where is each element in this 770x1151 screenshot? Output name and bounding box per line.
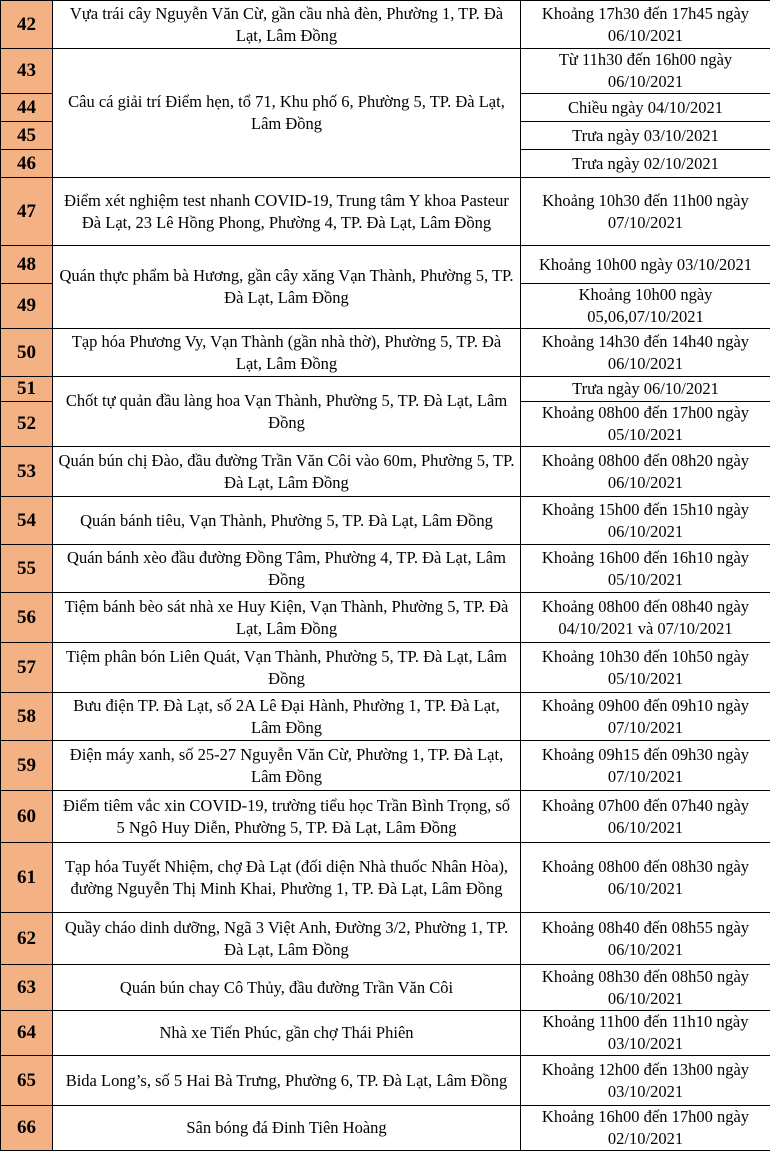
time-cell: Khoảng 08h00 đến 17h00 ngày 05/10/2021 (521, 402, 770, 447)
row-number: 42 (1, 1, 53, 49)
row-number: 57 (1, 643, 53, 693)
row-number: 65 (1, 1056, 53, 1106)
table-row (1, 246, 770, 284)
row-number: 66 (1, 1106, 53, 1151)
time-cell: Khoảng 14h30 đến 14h40 ngày 06/10/2021 (521, 329, 770, 377)
time-cell: Khoảng 07h00 đến 07h40 ngày 06/10/2021 (521, 791, 770, 843)
location-cell: Tạp hóa Tuyết Nhiệm, chợ Đà Lạt (đối diện Nhà thuốc Nhân Hòa), đường Nguyễn Thị Minh Khai, Phường 1, TP. Đà Lạt, Lâm Đồng (53, 843, 521, 913)
row-number: 64 (1, 1011, 53, 1056)
time-cell: Khoảng 08h00 đến 08h40 ngày 04/10/2021 và 07/10/2021 (521, 593, 770, 643)
table-row (1, 593, 770, 643)
time-cell: Khoảng 17h30 đến 17h45 ngày 06/10/2021 (521, 1, 770, 49)
table-row (1, 1106, 770, 1151)
row-number: 43 (1, 49, 53, 94)
row-number: 49 (1, 284, 53, 329)
table-row (1, 643, 770, 693)
table-row (1, 1056, 770, 1106)
time-cell: Khoảng 08h40 đến 08h55 ngày 06/10/2021 (521, 913, 770, 965)
row-number: 56 (1, 593, 53, 643)
table-row (1, 49, 770, 94)
location-cell: Bida Long’s, số 5 Hai Bà Trưng, Phường 6, TP. Đà Lạt, Lâm Đồng (53, 1056, 521, 1106)
time-cell: Trưa ngày 03/10/2021 (521, 122, 770, 150)
location-cell: Điểm xét nghiệm test nhanh COVID-19, Trung tâm Y khoa Pasteur Đà Lạt, 23 Lê Hồng Phong, Phường 4, TP. Đà Lạt, Lâm Đồng (53, 178, 521, 246)
time-cell: Khoảng 12h00 đến 13h00 ngày 03/10/2021 (521, 1056, 770, 1106)
row-number: 52 (1, 402, 53, 447)
time-cell: Khoảng 15h00 đến 15h10 ngày 06/10/2021 (521, 497, 770, 545)
location-cell: Quầy cháo dinh dưỡng, Ngã 3 Việt Anh, Đường 3/2, Phường 1, TP. Đà Lạt, Lâm Đồng (53, 913, 521, 965)
row-number: 58 (1, 693, 53, 741)
row-number: 47 (1, 178, 53, 246)
location-cell: Quán bún chị Đào, đầu đường Trần Văn Côi vào 60m, Phường 5, TP. Đà Lạt, Lâm Đồng (53, 447, 521, 497)
table-row (1, 545, 770, 593)
location-cell: Vựa trái cây Nguyễn Văn Cừ, gần cầu nhà đèn, Phường 1, TP. Đà Lạt, Lâm Đồng (53, 1, 521, 49)
row-number: 59 (1, 741, 53, 791)
location-cell: Tạp hóa Phương Vy, Vạn Thành (gần nhà thờ), Phường 5, TP. Đà Lạt, Lâm Đồng (53, 329, 521, 377)
row-number: 45 (1, 122, 53, 150)
row-number: 46 (1, 150, 53, 178)
table-row (1, 693, 770, 741)
time-cell: Khoảng 10h00 ngày 03/10/2021 (521, 246, 770, 284)
row-number: 44 (1, 94, 53, 122)
table-row (1, 843, 770, 913)
row-number: 48 (1, 246, 53, 284)
location-cell: Bưu điện TP. Đà Lạt, số 2A Lê Đại Hành, Phường 1, TP. Đà Lạt, Lâm Đồng (53, 693, 521, 741)
location-cell: Chốt tự quản đầu làng hoa Vạn Thành, Phường 5, TP. Đà Lạt, Lâm Đồng (53, 377, 521, 447)
row-number: 51 (1, 377, 53, 402)
time-cell: Khoảng 08h30 đến 08h50 ngày 06/10/2021 (521, 965, 770, 1011)
location-cell: Nhà xe Tiến Phúc, gần chợ Thái Phiên (53, 1011, 521, 1056)
row-number: 63 (1, 965, 53, 1011)
location-cell: Tiệm bánh bèo sát nhà xe Huy Kiện, Vạn Thành, Phường 5, TP. Đà Lạt, Lâm Đồng (53, 593, 521, 643)
location-cell: Quán bánh tiêu, Vạn Thành, Phường 5, TP. Đà Lạt, Lâm Đồng (53, 497, 521, 545)
table-row (1, 377, 770, 402)
table-row (1, 1011, 770, 1056)
table-row (1, 965, 770, 1011)
location-cell: Câu cá giải trí Điểm hẹn, tổ 71, Khu phố 6, Phường 5, TP. Đà Lạt, Lâm Đồng (53, 49, 521, 178)
time-cell: Khoảng 16h00 đến 17h00 ngày 02/10/2021 (521, 1106, 770, 1151)
time-cell: Khoảng 10h30 đến 10h50 ngày 05/10/2021 (521, 643, 770, 693)
time-cell: Khoảng 10h30 đến 11h00 ngày 07/10/2021 (521, 178, 770, 246)
row-number: 53 (1, 447, 53, 497)
time-cell: Khoảng 08h00 đến 08h30 ngày 06/10/2021 (521, 843, 770, 913)
row-number: 55 (1, 545, 53, 593)
location-cell: Điện máy xanh, số 25-27 Nguyễn Văn Cừ, Phường 1, TP. Đà Lạt, Lâm Đồng (53, 741, 521, 791)
location-cell: Quán bún chay Cô Thủy, đầu đường Trần Văn Côi (53, 965, 521, 1011)
location-cell: Quán bánh xèo đầu đường Đồng Tâm, Phường 4, TP. Đà Lạt, Lâm Đồng (53, 545, 521, 593)
location-cell: Sân bóng đá Đinh Tiên Hoàng (53, 1106, 521, 1151)
row-number: 60 (1, 791, 53, 843)
time-cell: Khoảng 08h00 đến 08h20 ngày 06/10/2021 (521, 447, 770, 497)
table-row (1, 741, 770, 791)
row-number: 54 (1, 497, 53, 545)
time-cell: Chiều ngày 04/10/2021 (521, 94, 770, 122)
time-cell: Trưa ngày 06/10/2021 (521, 377, 770, 402)
row-number: 61 (1, 843, 53, 913)
table-row (1, 1, 770, 49)
time-cell: Khoảng 16h00 đến 16h10 ngày 05/10/2021 (521, 545, 770, 593)
time-cell: Khoảng 09h15 đến 09h30 ngày 07/10/2021 (521, 741, 770, 791)
time-cell: Trưa ngày 02/10/2021 (521, 150, 770, 178)
row-number: 50 (1, 329, 53, 377)
table-row (1, 497, 770, 545)
time-cell: Khoảng 11h00 đến 11h10 ngày 03/10/2021 (521, 1011, 770, 1056)
time-cell: Từ 11h30 đến 16h00 ngày 06/10/2021 (521, 49, 770, 94)
table-row (1, 791, 770, 843)
location-cell: Quán thực phẩm bà Hương, gần cây xăng Vạn Thành, Phường 5, TP. Đà Lạt, Lâm Đồng (53, 246, 521, 329)
table-row (1, 178, 770, 246)
time-cell: Khoảng 09h00 đến 09h10 ngày 07/10/2021 (521, 693, 770, 741)
location-cell: Điểm tiêm vắc xin COVID-19, trường tiểu học Trần Bình Trọng, số 5 Ngô Huy Diễn, Phường 5, TP. Đà Lạt, Lâm Đồng (53, 791, 521, 843)
row-number: 62 (1, 913, 53, 965)
location-cell: Tiệm phân bón Liên Quát, Vạn Thành, Phường 5, TP. Đà Lạt, Lâm Đồng (53, 643, 521, 693)
table-row (1, 329, 770, 377)
table-row (1, 913, 770, 965)
time-cell: Khoảng 10h00 ngày 05,06,07/10/2021 (521, 284, 770, 329)
table-row (1, 447, 770, 497)
